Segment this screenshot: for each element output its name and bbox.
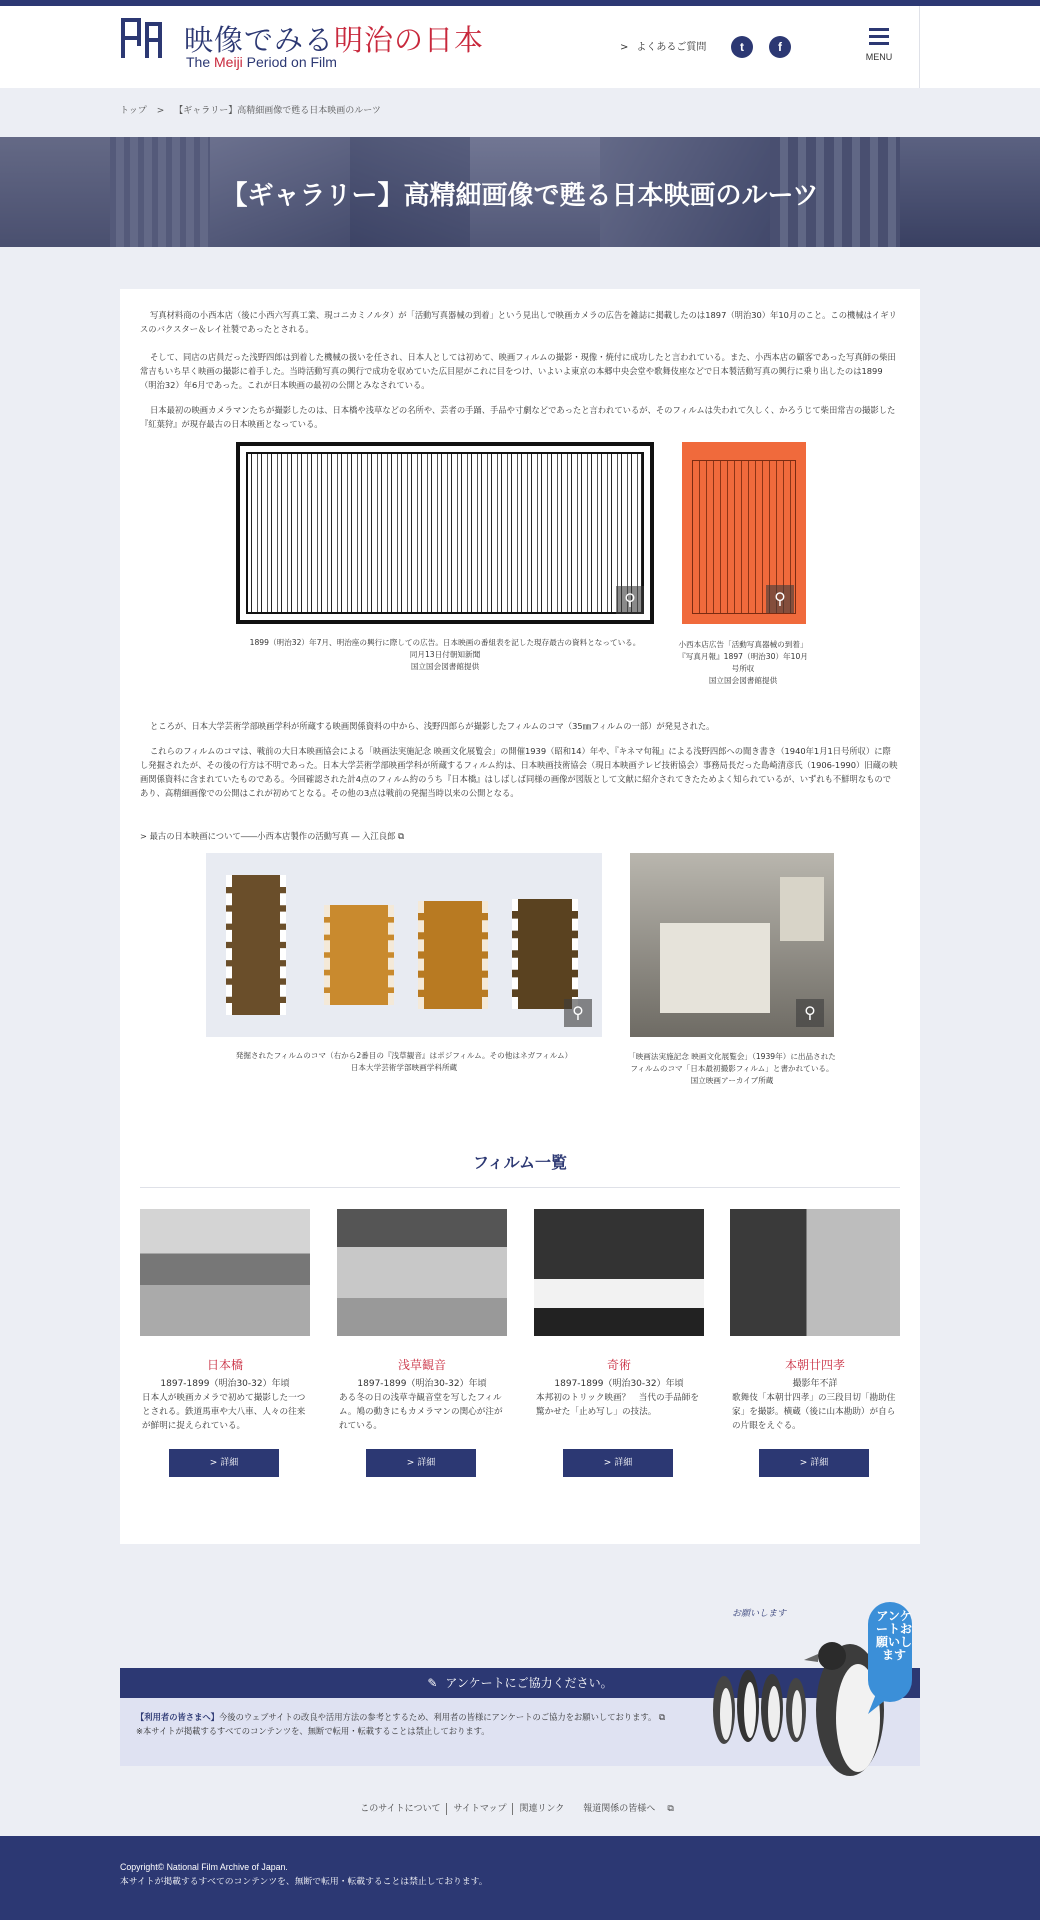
newspaper-ad-illustration	[246, 452, 644, 614]
footer-text	[120, 1860, 488, 1888]
twitter-icon[interactable]: t	[731, 36, 753, 58]
film-frame-illustration	[226, 875, 286, 1015]
film-year: 1897-1899（明治30-32）年頃	[357, 1379, 487, 1389]
footer-link-sitemap[interactable]: サイトマップ	[453, 1804, 507, 1814]
facebook-icon[interactable]: f	[769, 36, 791, 58]
detail-button-label: 詳細	[220, 1458, 239, 1468]
film-title: 奇術	[606, 1358, 631, 1372]
logo-sub-part2: Meiji	[214, 54, 243, 70]
breadcrumb-current: 【ギャラリー】高精細画像で甦る日本映画のルーツ	[174, 106, 381, 116]
chevron-right-icon: >	[140, 831, 150, 841]
caption-credit: 国立国会図書館提供	[410, 662, 480, 671]
footer-links	[0, 1801, 1040, 1815]
film-title: 浅草観音	[397, 1358, 446, 1372]
site-logo-subtitle	[186, 54, 337, 70]
section-divider	[140, 1187, 900, 1188]
intro-paragraph-1: 写真材料商の小西本店（後に小西六写真工業、現コニカミノルタ）が「活動写真器械の到着」という見出しで映画カメラの広告を雑誌に掲載したのは1897（明治30）年10月のこと。この機械はイギリスのバクスター＆レイ社製であったとされる。	[140, 310, 897, 334]
survey-notice: ※本サイトが掲載するすべてのコンテンツを、無断で転用・転載することは禁止しております。	[136, 1726, 490, 1736]
caption-credit: 日本大学芸術学部映画学科所蔵	[350, 1063, 458, 1072]
zoom-icon[interactable]: ⚲	[766, 585, 794, 613]
logo-title-part2: 明治の日本	[334, 23, 485, 57]
logo-sub-part3: Period on Film	[242, 54, 337, 70]
hamburger-icon-bar	[869, 42, 889, 45]
menu-label: MENU	[865, 52, 893, 62]
external-link-icon[interactable]: ⧉	[656, 1712, 665, 1722]
footer-link-about[interactable]: このサイトについて	[360, 1804, 441, 1814]
zoom-icon[interactable]: ⚲	[616, 586, 644, 614]
film-description: 本邦初のトリック映画？ 当代の手品師を驚かせた「止め写し」の技法。	[536, 1393, 699, 1417]
page-title: 【ギャラリー】高精細画像で甦る日本映画のルーツ	[221, 181, 819, 211]
chevron-right-icon: >	[799, 1458, 811, 1468]
film-year: 1897-1899（明治30-32）年頃	[160, 1379, 290, 1389]
detail-button-label: 詳細	[810, 1458, 829, 1468]
film-card-kijutsu	[534, 1209, 704, 1468]
survey-text	[136, 1710, 696, 1738]
detail-button-label: 詳細	[417, 1458, 436, 1468]
header-divider	[919, 6, 920, 88]
film-description: 歌舞伎「本朝廿四孝」の三段目切「勘助住家」を撮影。横蔵（後に山本勘助）が自らの片眼をえぐる。	[732, 1393, 896, 1431]
film-detail-button[interactable]	[563, 1449, 673, 1477]
intro-paragraph-2: そして、同店の店員だった浅野四郎は到着した機械の扱いを任され、日本人としては初めて、映画フィルムの撮影・現像・焼付に成功したと言われている。また、小西本店の顧客であった写真師の柴田常吉もいち早く映画の撮影に着手した。当時活動写真の興行で成功を収めていた広目屋がこれに目をつけ、いよいよ東京の本郷中央会堂や歌舞伎座などで日本製活動写真の興行に乗り出したのは1899（明治32）年6月であった。これが日本映画の最初の公開とみなされている。	[140, 352, 896, 390]
body-paragraph-5: これらのフィルムのコマは、戦前の大日本映画協会による「映画法実施記念 映画文化展覧会」の開催1939（昭和14）年や、『キネマ旬報』による浅野四郎への聞き書き（1940年1月1日号所収）に際し発掘されたが、その後の行方は不明であった。日本大学芸術学部映画学科が所蔵するフィルム約は、日本映画技術協会（現日本映画テレビ技術協会）事務局長だった島崎清彦氏（1906-1990）旧蔵の映画関係資料に含まれていたものである。今回確認された計4点のフィルム約のうち『日本橋』はしばしば同様の画像が図版として文献に紹介されてきたためよく知られているが、いずれも不鮮明なものであり、高精細画像での公開はこれが初めてとなる。その他の3点は戦前の発掘当時以来の公開となる。	[140, 746, 898, 798]
zoom-icon[interactable]: ⚲	[564, 999, 592, 1027]
zoom-icon[interactable]: ⚲	[796, 999, 824, 1027]
figure-caption-film-frames	[206, 1050, 602, 1074]
film-frame-illustration	[324, 905, 394, 1005]
film-detail-button[interactable]	[759, 1449, 869, 1477]
site-logo-title[interactable]	[184, 18, 484, 59]
footer-link-press-label: 報道関係の皆様へ	[583, 1804, 656, 1814]
film-year: 撮影年不詳	[792, 1379, 838, 1389]
film-year: 1897-1899（明治30-32）年頃	[554, 1379, 684, 1389]
body-paragraph-4: ところが、日本大学芸術学部映画学科が所蔵する映画関係資料の中から、浅野四郎らが撮影したフィルムのコマ（35㎜フィルムの一部）が発見された。	[150, 721, 715, 731]
film-description: 日本人が映画カメラで初めて撮影した一つとされる。鉄道馬車や大八車、人々の往来が鮮明に捉えられている。	[142, 1393, 306, 1431]
survey-speech-bubble: アンケートお願いします	[876, 1609, 913, 1662]
film-card-asakusa	[337, 1209, 507, 1468]
exhibition-illustration	[660, 923, 770, 1013]
film-card-honcho	[730, 1209, 900, 1468]
chevron-right-icon: >	[603, 1458, 615, 1468]
caption-source: 同月13日付朝知新聞	[409, 650, 481, 659]
logo-mark-icon[interactable]	[118, 14, 164, 62]
logo-sub-part1: The	[186, 54, 215, 70]
penguin-small-bubble: お願いします	[731, 1609, 786, 1619]
figure-caption-left	[230, 637, 660, 673]
caption-text: 「映画法実施記念 映画文化展覧会」（1939年）に出品されたフィルムのコマ「日本最初撮影フィルム」と書かれている。	[628, 1052, 836, 1073]
film-title: 本朝廿四孝	[784, 1358, 845, 1372]
chevron-right-icon: >	[620, 42, 629, 53]
copyright: Copyright© National Film Archive of Japan.	[120, 1862, 288, 1872]
gallery-image-exhibition[interactable]	[630, 853, 834, 1037]
survey-edit-icon: ✎	[427, 1676, 438, 1690]
gallery-image-konishi-ad[interactable]	[682, 442, 806, 624]
hero-banner	[0, 137, 1040, 247]
hamburger-icon	[869, 28, 889, 31]
external-link-icon: ⧉	[395, 831, 404, 841]
gallery-image-meijiza-ad[interactable]	[236, 442, 654, 624]
survey-request: 今後のウェブサイトの改良や活用方法の参考とするため、利用者の皆様にアンケートのご協力をお願いしております。	[218, 1712, 657, 1722]
faq-label: よくあるご質問	[636, 42, 707, 53]
intro-paragraph-3: 日本最初の映画カメラマンたちが撮影したのは、日本橋や浅草などの名所や、芸者の手踊、手品や寸劇などであったと言われているが、そのフィルムは失われて久しく、かろうじて柴田常吉の撮影した『紅葉狩』が現存最古の日本映画となっている。	[140, 405, 896, 429]
footer-notice: 本サイトが掲載するすべてのコンテンツを、無断で転用・転載することは禁止しております。	[120, 1876, 488, 1886]
film-thumbnail[interactable]	[337, 1209, 507, 1336]
footer-link-related[interactable]: 関連リンク	[519, 1804, 565, 1814]
related-article-label: 最古の日本映画について――小西本店製作の活動写真 ― 入江良郎	[149, 831, 396, 841]
gallery-image-film-frames[interactable]	[206, 853, 602, 1037]
related-article-link[interactable]	[140, 830, 404, 842]
film-frame-illustration	[512, 899, 578, 1009]
film-frame-illustration	[418, 901, 488, 1009]
menu-button[interactable]	[860, 24, 898, 70]
breadcrumb-home[interactable]: トップ	[120, 106, 147, 116]
survey-banner-label: アンケートにご協力ください。	[445, 1676, 613, 1690]
film-detail-button[interactable]	[169, 1449, 279, 1477]
detail-button-label: 詳細	[614, 1458, 633, 1468]
film-thumbnail[interactable]	[140, 1209, 310, 1336]
faq-link[interactable]	[620, 38, 706, 53]
chevron-right-icon: >	[406, 1458, 418, 1468]
chevron-right-icon: >	[209, 1458, 221, 1468]
breadcrumb-separator: >	[156, 106, 165, 116]
caption-text: 小西本店広告「活動写真器械の到着」『写真月報』1897（明治30）年10月号所収	[678, 640, 808, 673]
hamburger-icon-bar	[869, 35, 889, 38]
logo-title-part1: 映像でみる	[184, 23, 335, 57]
footer-link-press[interactable]	[571, 1801, 685, 1814]
film-description: ある冬の日の浅草寺観音堂を写したフィルム。鳩の動きにもカメラマンの関心が注がれている。	[339, 1393, 503, 1431]
film-thumbnail[interactable]	[534, 1209, 704, 1336]
film-title: 日本橋	[206, 1358, 243, 1372]
film-card-nihonbashi	[140, 1209, 310, 1468]
film-detail-button[interactable]	[366, 1449, 476, 1477]
breadcrumb	[120, 103, 381, 116]
external-link-icon: ⧉	[667, 1804, 674, 1814]
figure-caption-exhibition	[626, 1051, 838, 1087]
film-thumbnail[interactable]	[730, 1209, 900, 1336]
caption-credit: 国立映画アーカイブ所蔵	[690, 1076, 774, 1085]
survey-lead: 【利用者の皆さまへ】	[136, 1712, 219, 1722]
caption-text: 1899（明治32）年7月、明治座の興行に際しての広告。日本映画の番組表を記した現存最古の資料となっている。	[249, 638, 641, 647]
caption-text: 発掘されたフィルムのコマ（右から2番目の『浅草観音』はポジフィルム。その他はネガフィルム）	[235, 1051, 573, 1060]
exhibition-poster-illustration	[780, 877, 824, 941]
caption-credit: 国立国会図書館提供	[708, 676, 778, 685]
film-list-title: フィルム一覧	[472, 1153, 568, 1172]
figure-caption-right	[676, 639, 810, 687]
